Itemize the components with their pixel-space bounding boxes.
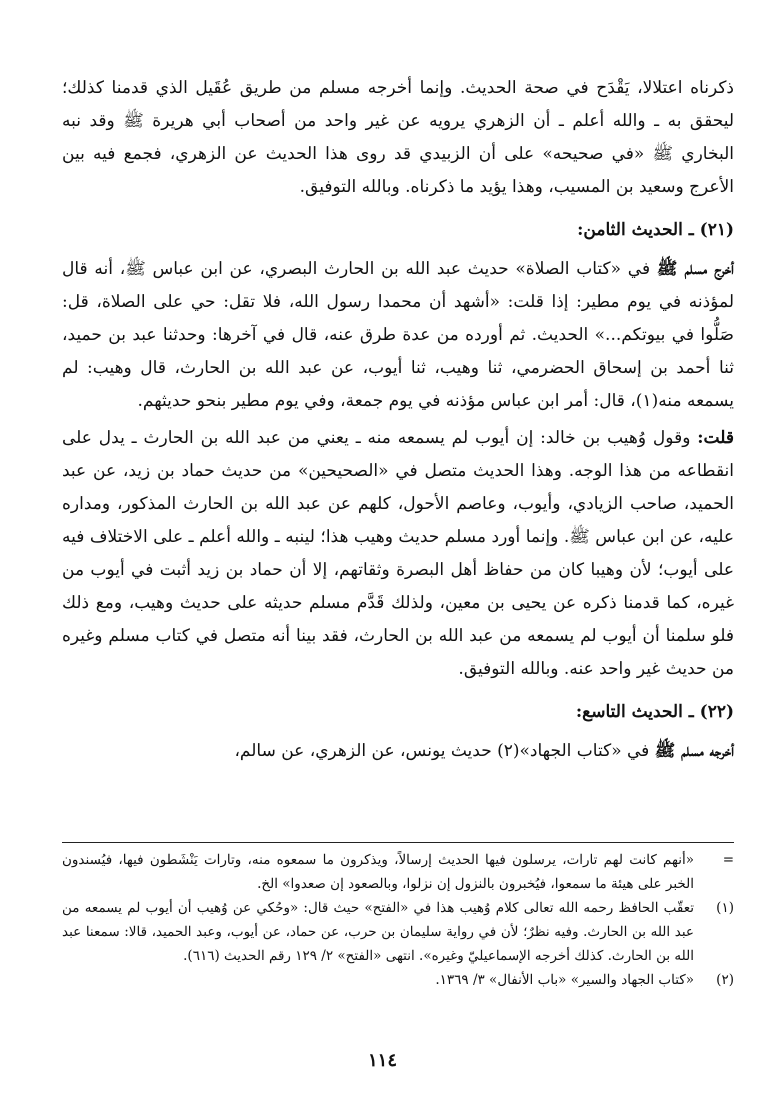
paragraph-1: ذكرناه اعتلالا، يَقْدَح في صحة الحديث. وإنما أخرجه مسلم من طريق عُقَيل الذي قدمنا كذلك؛ ليحقق به ـ والله أعلم ـ أن الزهري يرويه عن غير واحد من أصحاب أبي هريرة ﷺ وقد نبه البخاري ﷺ «في صحيحه» على أن الزبيدي قد روى هذا الحديث عن الزهري، فجمع فيه بين الأعرج وسعيد بن المسيب، وهذا يؤيد ما ذكرناه. وبالله التوفيق. [62,78,734,197]
footnote-1 [62,896,734,968]
main-text [62,72,734,768]
paragraph-4-lead: أخرجه مسلم ﷺ [654,741,734,761]
footnote-marker: (١) [716,900,734,916]
footnote-separator [62,842,734,843]
paragraph-3-text: وقول وُهيب بن خالد: إن أيوب لم يسمعه منه ـ يعني من عبد الله بن الحارث ـ يدل على انقطاعه من هذا الوجه. وهذا الحديث متصل في «الصحيحين» من حديث حماد بن زيد، عن عبد الحميد، صاحب الزيادي، وأيوب، وعاصم الأحول، كلهم عن عبد الله بن الحارث المذكور، ومداره عليه، عن ابن عباس ﷺ. وإنما أورد مسلم حديث وهيب هذا؛ لينبه ـ والله أعلم ـ على الاختلاف فيه على أيوب؛ لأن وهيبا كان من حفاظ أهل البصرة وثقاتهم، إلا أن حماد بن زيد أثبت في أيوب من غيره، كما قدمنا ذكره عن يحيى بن معين، ولذلك قَدَّم مسلم حديثه على حديث وهيب، ومع ذلك فلو سلمنا أن أيوب لم يسمعه من عبد الله بن الحارث، فقد بينا أنه متصل في كتاب مسلم وغيره من حديث غير واحد عنه. وبالله التوفيق. [62,428,734,679]
paragraph-3 [62,422,734,686]
footnotes [62,848,734,992]
footnote-marker: (٢) [716,972,734,988]
paragraph-2-lead: أخرج مسلم ﷺ [656,259,734,279]
hadith-22-heading: (٢٢) ـ الحديث التاسع: [575,702,734,722]
footnote-continued [62,848,734,896]
paragraph-3-lead: قلت: [697,428,734,448]
footnote-2 [62,968,734,992]
footnote-text: تعقّب الحافظ رحمه الله تعالى كلام وُهيب هذا في «الفتح» حيث قال: «وحُكي عن وُهيب أن أيوب لم يسمعه من عبد الله بن الحارث. وفيه نظرٌ؛ لأن في رواية سليمان بن حرب، عن حماد، عن أيوب، وعبد الحميد، قالا: سمعنا عبد الله بن الحارث. كذلك أخرجه الإسماعيليّ وغيره». انتهى «الفتح» ٢/ ١٢٩ رقم الحديث (٦١٦). [62,900,694,964]
paragraph-4 [62,735,734,768]
page-number: ١١٤ [367,1050,397,1071]
footnote-text: «كتاب الجهاد والسير» «باب الأنفال» ٣/ ١٣٦٩. [435,972,694,988]
footnote-text: «أنهم كانت لهم تارات، يرسلون فيها الحديث إرسالاً، ويذكرون ما سمعوه منه، وتارات يَنْشَطون فيها، فيُسندون الخبر على هيئة ما سمعوا، فيُخبرون بالنزول إن نزلوا، وبالصعود إن صعدوا» الخ. [62,852,694,892]
footnote-marker: = [722,852,734,868]
hadith-21-heading: (٢١) ـ الحديث الثامن: [577,220,734,240]
paragraph-4-text: في «كتاب الجهاد»(٢) حديث يونس، عن الزهري، عن سالم، [234,741,650,761]
paragraph-2 [62,253,734,418]
paragraph-2-text: في «كتاب الصلاة» حديث عبد الله بن الحارث البصري، عن ابن عباس ﷺ، أنه قال لمؤذنه في يوم مطير: إذا قلت: «أشهد أن محمدا رسول الله، فلا تقل: حي على الصلاة، قل: صَلُّوا في بيوتكم...» الحديث. ثم أورده من عدة طرق عنه، قال في آخرها: وحدثنا عبد بن حميد، ثنا أحمد بن إسحاق الحضرمي، ثنا وهيب، ثنا أيوب، عن عبد الله بن الحارث، قال وهيب: لم يسمعه منه(١)، قال: أمر ابن عباس مؤذنه في يوم جمعة، وفي يوم مطير بنحو حديثهم. [62,259,734,411]
